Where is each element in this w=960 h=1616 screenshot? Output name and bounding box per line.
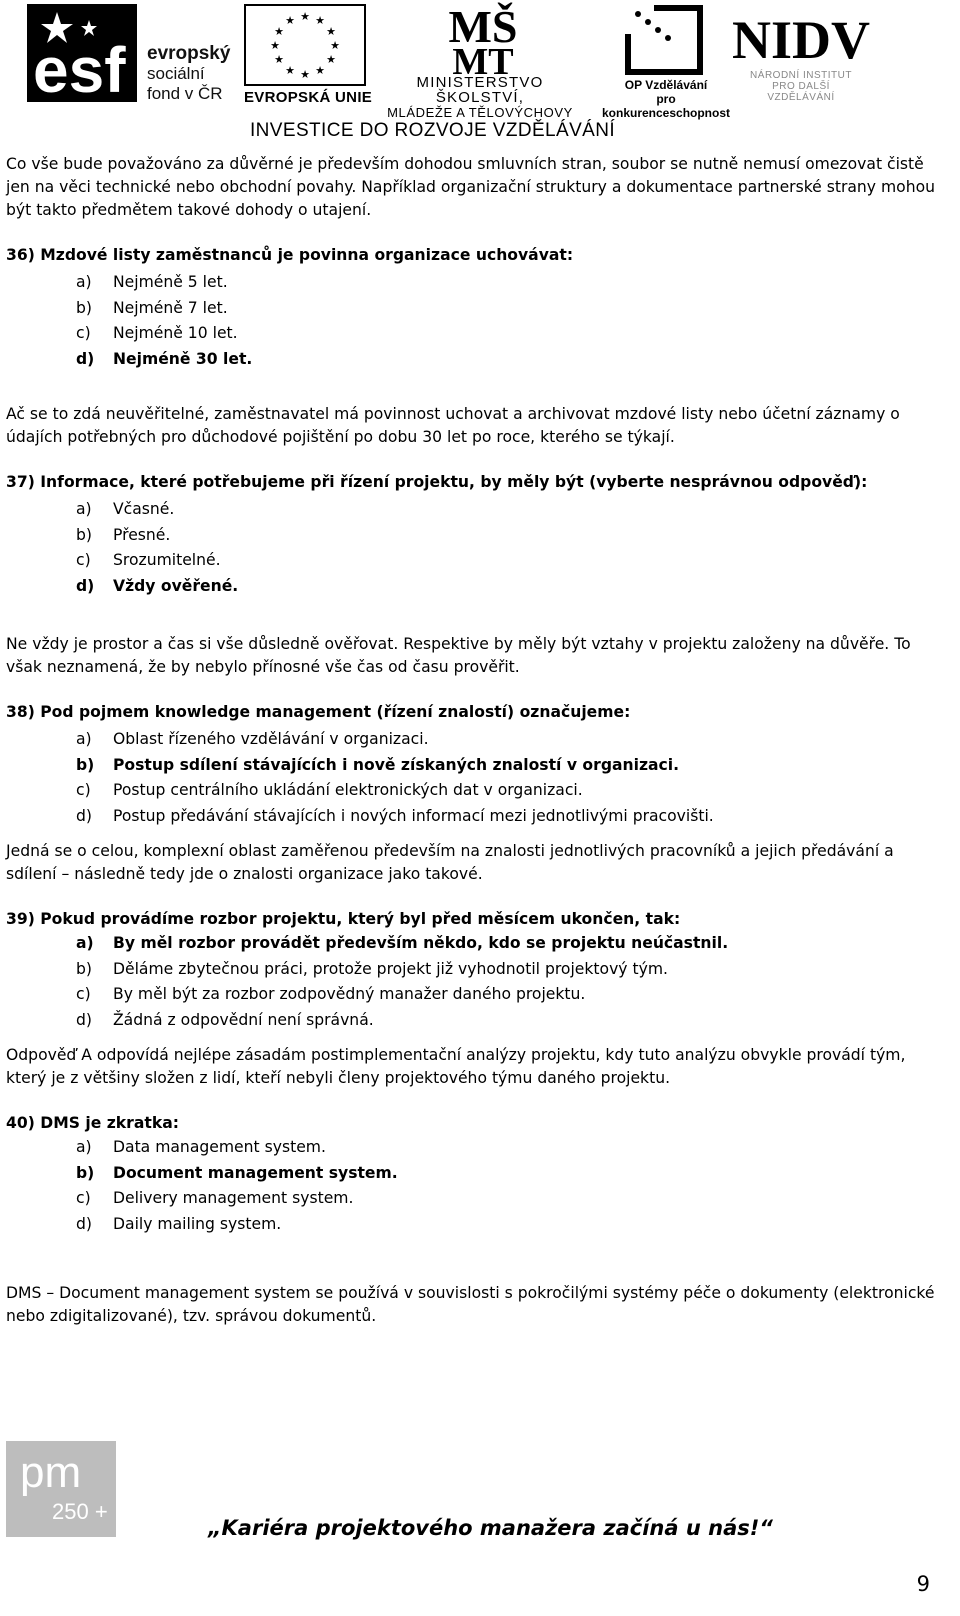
- esf-line-1: evropský: [147, 43, 231, 64]
- option-37-d-correct: d) Vždy ověřené.: [76, 576, 239, 595]
- question-38-title: 38) Pod pojmem knowledge management (řízení znalostí) označujeme:: [6, 703, 631, 721]
- option-38-b-correct: b) Postup sdílení stávajících i nově získaných znalostí v organizaci.: [76, 755, 680, 774]
- nidv-line-3: VZDĚLÁVÁNÍ: [767, 92, 835, 103]
- svg-text:★: ★: [300, 68, 310, 81]
- svg-text:★: ★: [274, 25, 284, 38]
- esf-line-3: fond v ČR: [147, 84, 223, 103]
- option-37-b: b) Přesné.: [76, 525, 171, 544]
- question-37-title: 37) Informace, které potřebujeme při řízení projektu, by měly být (vyberte nesprávnou odpověď):: [6, 473, 868, 491]
- question-36-options: [6, 270, 936, 372]
- question-40-title: 40) DMS je zkratka:: [6, 1114, 179, 1132]
- msmt-text: [375, 75, 585, 120]
- question-39-options: [6, 931, 936, 1033]
- question-40-explanation: DMS – Document management system se používá v souvislosti s pokročilými systémy péče o dokumenty (elektronické nebo zdigitalizované), tzv. správou dokumentů.: [6, 1284, 935, 1325]
- option-39-b: b) Děláme zbytečnou práci, protože projekt již vyhodnotil projektový tým.: [76, 959, 668, 978]
- nidv-line-2: PRO DALŠÍ: [772, 81, 830, 92]
- option-36-a: a) Nejméně 5 let.: [76, 273, 228, 291]
- question-39-title: 39) Pokud provádíme rozbor projektu, který byl před měsícem ukončen, tak:: [6, 910, 681, 928]
- msmt-logo: [428, 1, 538, 83]
- svg-text:NIDV: NIDV: [731, 10, 871, 70]
- option-36-b: b) Nejméně 7 let.: [76, 298, 228, 317]
- option-40-c: c) Delivery management system.: [76, 1189, 354, 1207]
- question-38-options: [6, 727, 936, 829]
- svg-text:★: ★: [315, 14, 325, 27]
- question-37-options: [6, 497, 936, 599]
- option-38-c: c) Postup centrálního ukládání elektronických dat v organizaci.: [76, 781, 583, 799]
- option-36-d-correct: d) Nejméně 30 let.: [76, 349, 253, 368]
- option-40-a: a) Data management system.: [76, 1138, 326, 1156]
- intro-paragraph: Co vše bude považováno za důvěrné je především dohodou smluvních stran, soubor se nutně nemusí omezovat čistě jen na věci technické nebo obchodní povahy. Například organizační struktury a dokumentace partnerské strany mohou být takto předmětem takové dohody o utajení.: [6, 155, 936, 219]
- page-number: 9: [916, 1572, 930, 1596]
- svg-text:★: ★: [285, 64, 295, 77]
- svg-text:★: ★: [326, 25, 336, 38]
- footer-slogan: „Kariéra projektového manažera začíná u nás!“: [208, 1516, 773, 1540]
- question-38-explanation: Jedná se o celou, komplexní oblast zaměřenou především na znalosti jednotlivých pracovníků a jejich předávání a sdílení – následně tedy jde o znalosti organizace jako takové.: [6, 842, 894, 883]
- option-40-b-correct: b) Document management system.: [76, 1163, 398, 1182]
- op-line-1: OP Vzdělávání: [624, 78, 708, 92]
- nidv-text: [742, 70, 860, 103]
- svg-text:★: ★: [326, 53, 336, 66]
- option-37-c: c) Srozumitelné.: [76, 551, 221, 569]
- op-vzdelavani-logo: [624, 4, 704, 76]
- question-36-title: 36) Mzdové listy zaměstnanců je povinna organizace uchovávat:: [6, 246, 574, 264]
- investice-banner: INVESTICE DO ROZVOJE VZDĚLÁVÁNÍ: [250, 120, 616, 141]
- esf-logo-text: [147, 44, 230, 104]
- page-header: [0, 0, 960, 150]
- question-40-options: [6, 1135, 936, 1237]
- nidv-line-1: NÁRODNÍ INSTITUT: [750, 70, 852, 81]
- option-39-a-correct: a) By měl rozbor provádět především někdo, kdo se projektu neúčastnil.: [76, 934, 729, 952]
- option-37-a: a) Včasné.: [76, 500, 175, 518]
- pm250-logo-line-1: pm: [20, 1448, 82, 1497]
- option-40-d: d) Daily mailing system.: [76, 1214, 282, 1233]
- question-39-explanation: Odpověď A odpovídá nejlépe zásadám postimplementační analýzy projektu, kdy tuto analýzu obvykle provádí tým, který je z většiny složen z lidí, kteří nebyli členy projektového týmu daného projektu.: [6, 1046, 906, 1087]
- question-36-explanation: Ač se to zdá neuvěřitelné, zaměstnavatel má povinnost uchovat a archivovat mzdové listy nebo účetní záznamy o údajích potřebných pro důchodové pojištění po dobu 30 let po roce, kterého se týkají.: [6, 405, 900, 446]
- esf-line-2: sociální: [147, 64, 205, 83]
- msmt-line-2: MLÁDEŽE A TĚLOVÝCHOVY: [387, 105, 573, 120]
- svg-text:★: ★: [285, 14, 295, 27]
- svg-text:MŠ: MŠ: [448, 1, 518, 52]
- option-38-a: a) Oblast řízeného vzdělávání v organizaci.: [76, 730, 429, 748]
- document-body: [6, 153, 936, 1328]
- option-39-d: d) Žádná z odpovědní není správná.: [76, 1010, 374, 1029]
- pm250-logo-line-2: 250 +: [52, 1499, 108, 1524]
- svg-text:★: ★: [270, 39, 280, 52]
- svg-text:★: ★: [274, 53, 284, 66]
- svg-text:★: ★: [330, 39, 340, 52]
- eu-flag-logo: [244, 4, 366, 86]
- nidv-logo: [731, 4, 871, 70]
- op-vzdelavani-text: [596, 78, 736, 120]
- option-36-c: c) Nejméně 10 let.: [76, 324, 238, 342]
- option-38-d: d) Postup předávání stávajících i nových informací mezi jednotlivými pracovišti.: [76, 806, 714, 825]
- eu-label: EVROPSKÁ UNIE: [244, 89, 373, 106]
- esf-logo: [27, 4, 137, 106]
- svg-text:★: ★: [300, 10, 310, 23]
- svg-text:MT: MT: [452, 41, 514, 83]
- pm250-logo: [6, 1441, 116, 1537]
- op-line-2: pro konkurenceschopnost: [601, 92, 731, 120]
- option-39-c: c) By měl být za rozbor zodpovědný manažer daného projektu.: [76, 985, 586, 1003]
- svg-text:esf: esf: [33, 34, 126, 106]
- msmt-line-1: MINISTERSTVO ŠKOLSTVÍ,: [416, 74, 544, 106]
- question-37-explanation: Ne vždy je prostor a čas si vše důsledně ověřovat. Respektive by měly být vztahy v projektu založeny na důvěře. To však neznamená, že by nebylo přínosné vše čas od času prověřit.: [6, 635, 911, 676]
- svg-text:★: ★: [315, 64, 325, 77]
